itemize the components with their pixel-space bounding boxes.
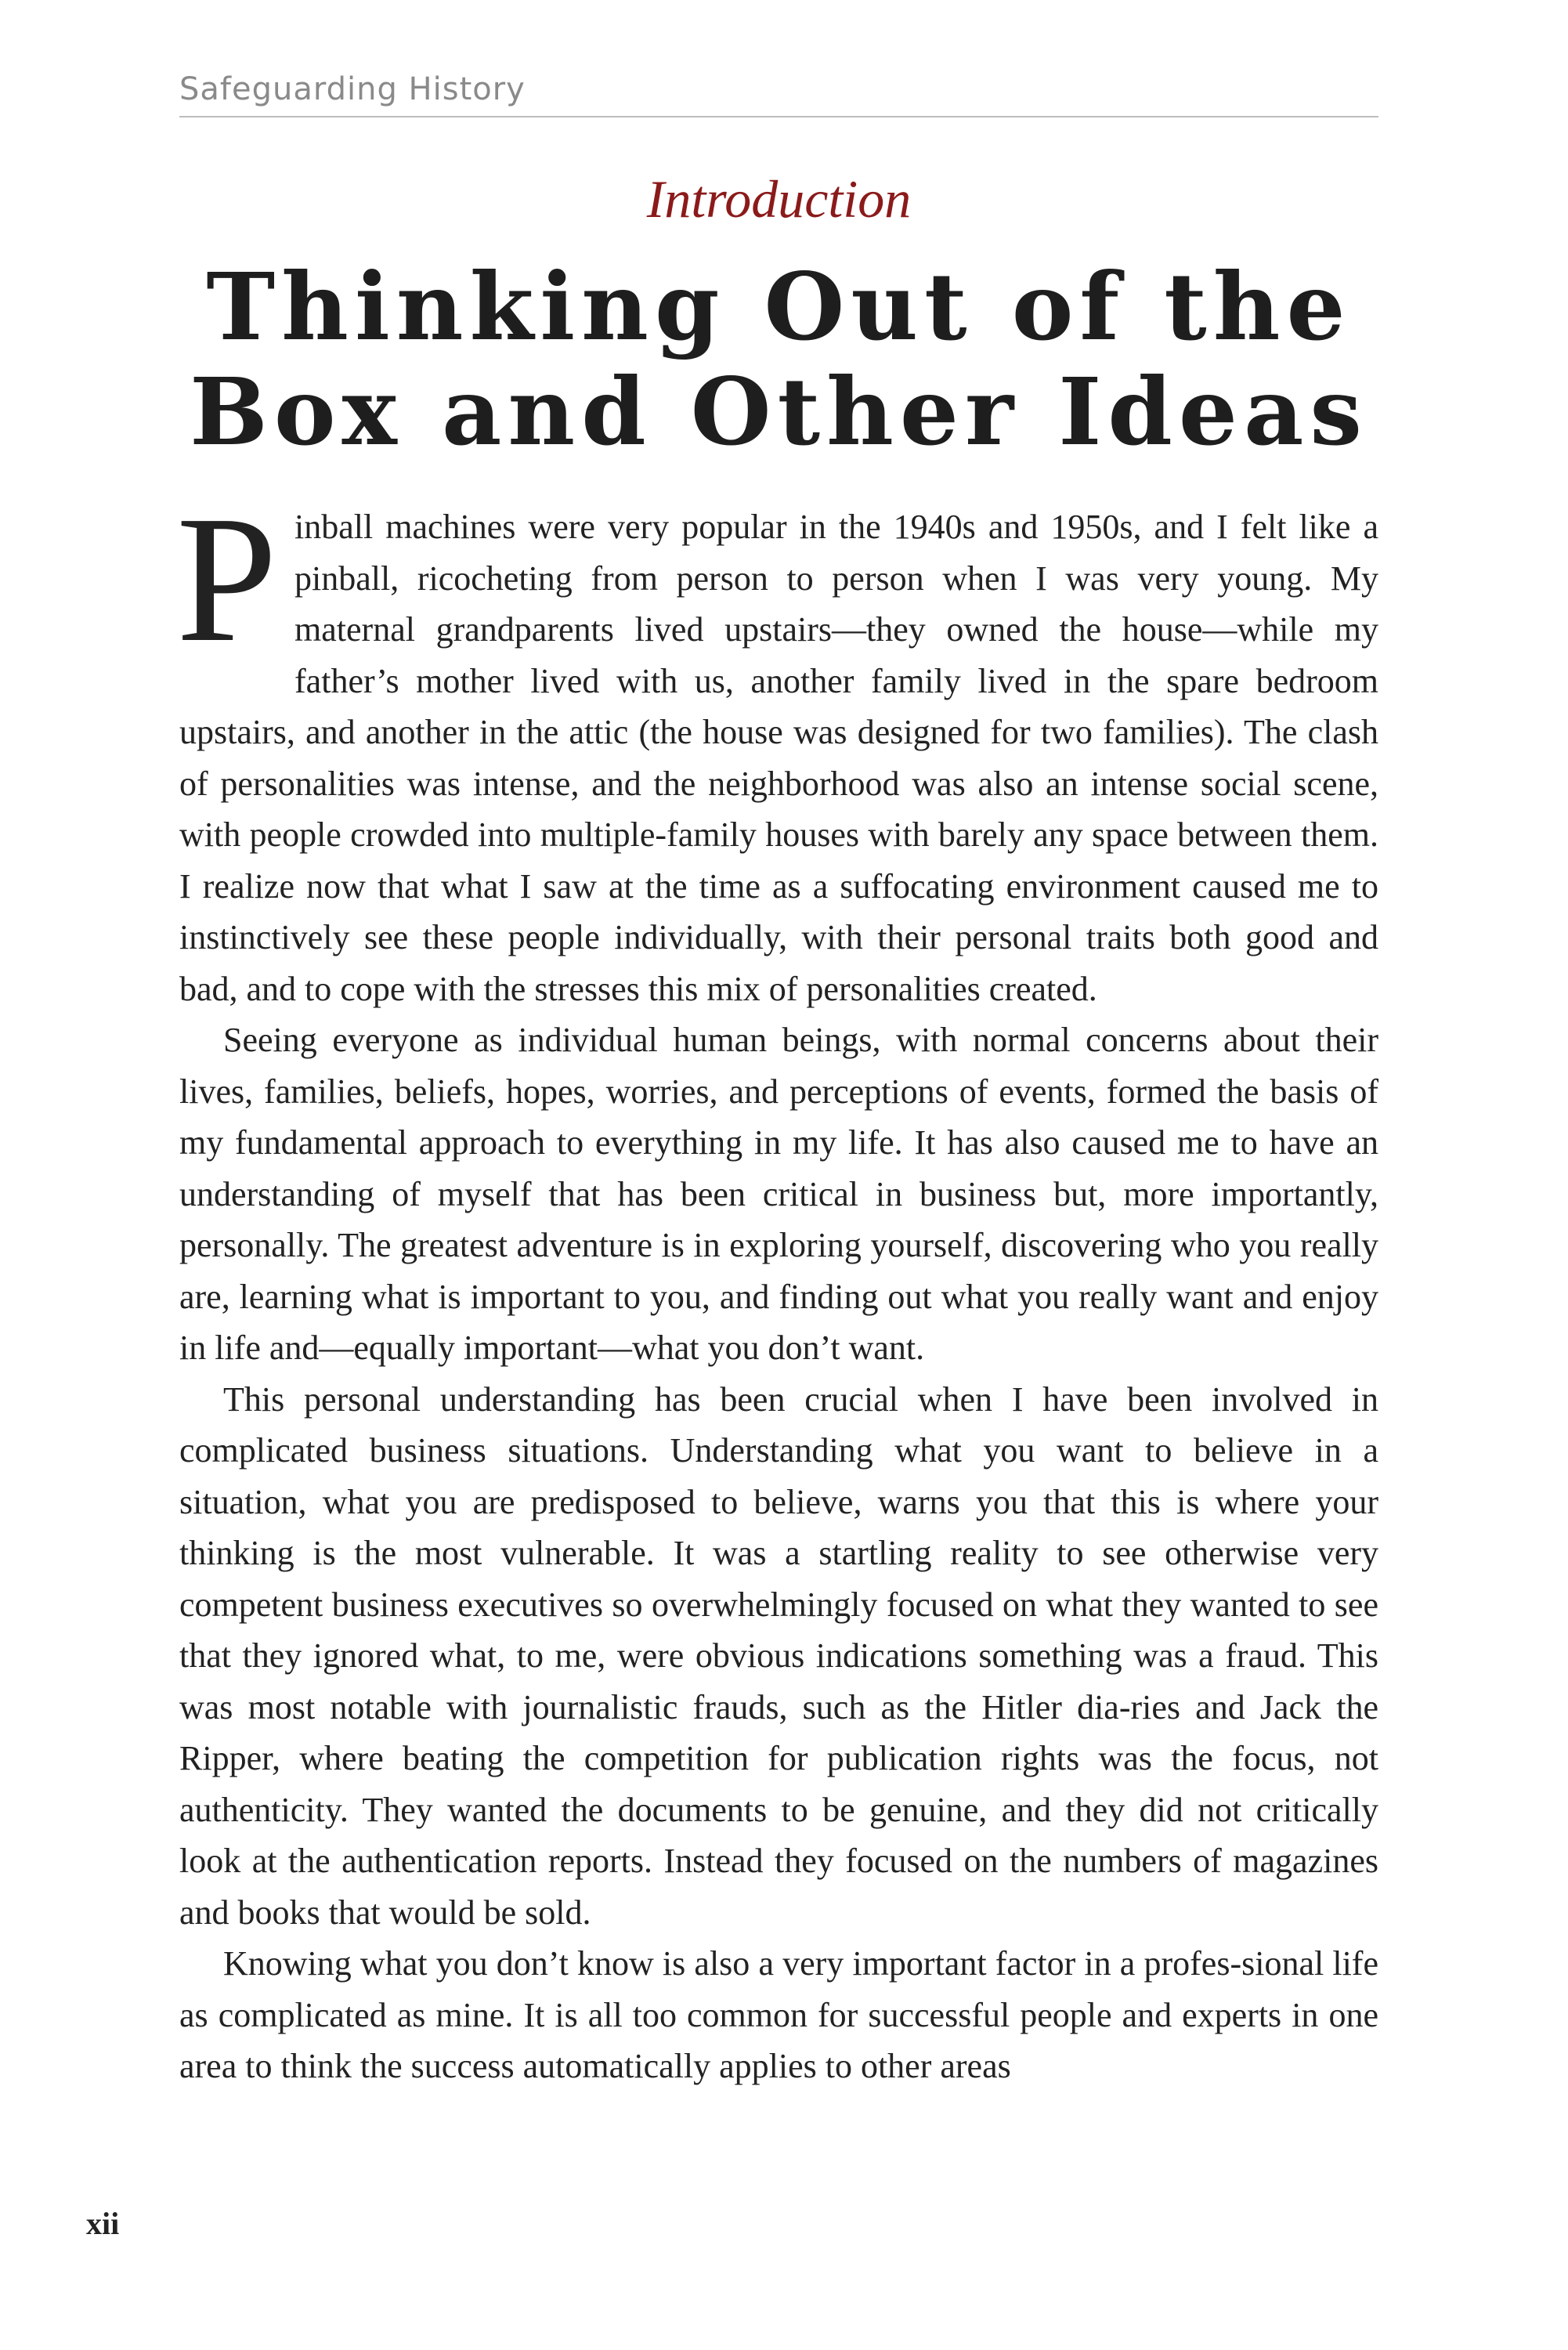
header-rule xyxy=(179,116,1378,118)
running-head: Safeguarding History xyxy=(179,71,526,107)
paragraph-3: This personal understanding has been crucial when I have been involved in complicated business situations. Understanding what you want to believe in a situation, what you are predisposed to believe, warns you that this is where your thinking is the most vulnerable. It was a startling reality to see otherwise very competent business executives so overwhelmingly focused on what they wanted to see that they ignored what, to me, were obvious indications something was a fraud. This was most notable with journalistic frauds, such as the Hitler dia-ries and Jack the Ripper, where beating the competition for publication rights was the focus, not authenticity. They wanted the documents to be genuine, and they did not critically look at the authentication reports. Instead they focused on the numbers of magazines and books that would be sold. xyxy=(179,1379,1378,1932)
body-text xyxy=(176,479,1378,2092)
drop-cap: P xyxy=(176,479,278,680)
page-number: xii xyxy=(86,2206,120,2241)
chapter-title-line-1: Thinking Out of the xyxy=(206,252,1352,361)
paragraph-4: Knowing what you don’t know is also a very important factor in a profes-sional life as complicated as mine. It is all too common for successful people and experts in one area to think the success automatically applies to other areas xyxy=(179,1944,1378,2085)
chapter-title xyxy=(179,252,1378,466)
paragraph-1-text: inball machines were very popular in the 1940s and 1950s, and I felt like a pinball, ricocheting from person to person when I was very young. My maternal grandparents lived upstairs—they owned the house—while my father’s mother lived with us, another family lived in the spare bedroom upstairs, and another in the attic (the house was designed for two families). The clash of personalities was intense, and the neighborhood was also an intense social scene, with people crowded into multiple-family houses with barely any space between them. I realize now that what I saw at the time as a suffocating environment caused me to instinctively see these people individually, with their personal traits both good and bad, and to cope with the stresses this mix of personalities created. xyxy=(179,508,1378,1008)
chapter-label: Introduction xyxy=(646,169,912,229)
paragraph-2: Seeing everyone as individual human beings, with normal concerns about their lives, families, beliefs, hopes, worries, and perceptions of events, formed the basis of my fundamental approach to everything in my life. It has also caused me to have an understanding of myself that has been critical in business but, more importantly, personally. The greatest adventure is in exploring yourself, discovering who you really are, learning what is important to you, and finding out what you really want and enjoy in life and—equally important—what you don’t want. xyxy=(179,1021,1378,1367)
chapter-title-line-2: Box and Other Ideas xyxy=(190,357,1368,466)
paragraph-1 xyxy=(176,479,1378,1014)
